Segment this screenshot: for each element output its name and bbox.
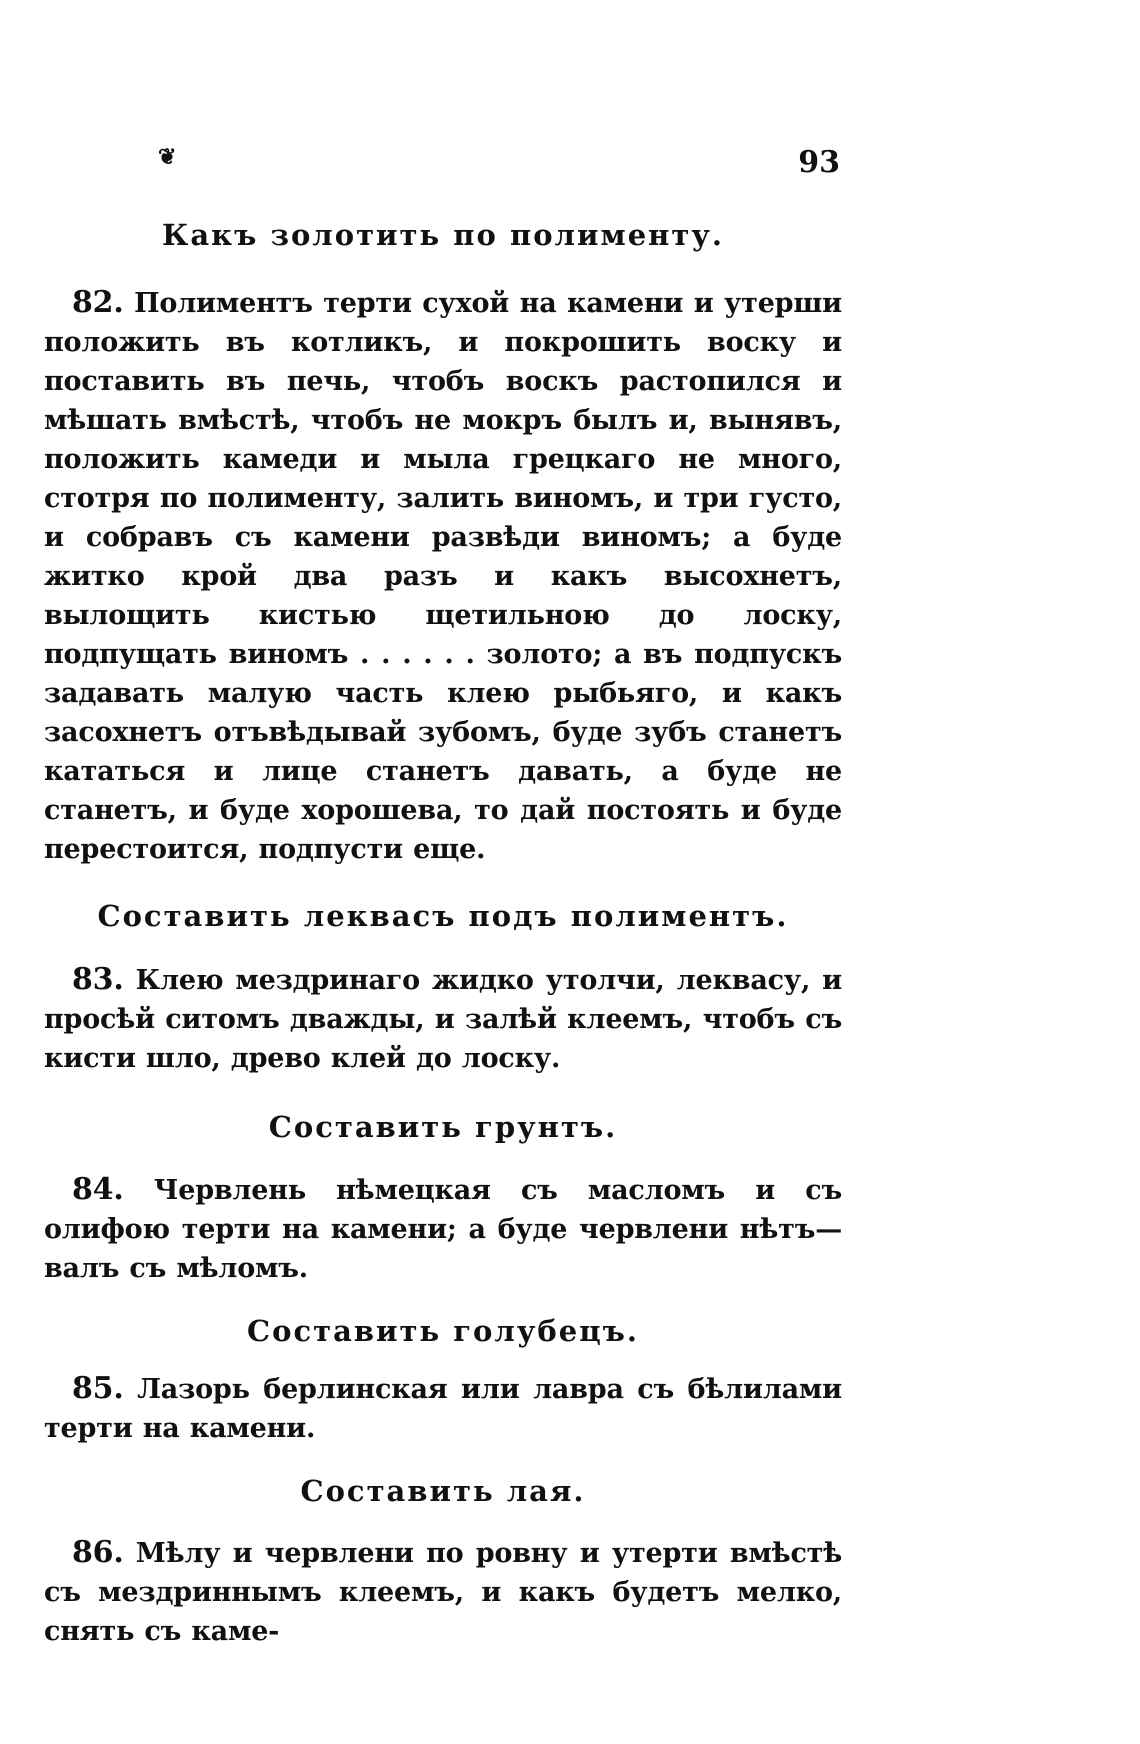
paragraph-number: 86. xyxy=(72,1534,124,1570)
section-paragraph xyxy=(44,1533,842,1651)
section-paragraph xyxy=(44,1170,842,1288)
paragraph-text: Клею мездринаго жидко утолчи, леквасу, и просѣй ситомъ дважды, и залѣй клеемъ, чтобъ съ кисти шло, древо клей до лоску. xyxy=(44,964,843,1074)
paragraph-text: Червлень нѣмецкая съ масломъ и съ олифою терти на камени; а буде червлени нѣтъ—валъ съ мѣломъ. xyxy=(44,1175,842,1285)
section-heading: Составить голубецъ. xyxy=(247,1314,639,1349)
section-heading: Какъ золотить по полименту. xyxy=(161,218,724,252)
paragraph-number: 82. xyxy=(72,284,124,320)
section-paragraph xyxy=(44,960,842,1078)
paragraph-text: Лазорь берлинская или лавра съ бѣлилами терти на камени. xyxy=(44,1374,842,1445)
page-number: 93 xyxy=(798,145,840,180)
fleuron-ornament-icon: ❦ xyxy=(158,144,177,170)
section-heading: Составить леквасъ подъ полиментъ. xyxy=(97,898,789,933)
section-heading: Составить грунтъ. xyxy=(268,1109,618,1144)
paragraph-number: 84. xyxy=(72,1172,124,1208)
section-paragraph xyxy=(44,283,842,869)
paragraph-text: Полиментъ терти сухой на камени и утерши положить въ котликъ, и покрошить воску и поставить въ печь, чтобъ воскъ растопился и мѣшать вмѣстѣ, чтобъ не мокръ былъ и, вынявъ, положить камеди и мыла грецкаго не много, стотря по полименту, залить виномъ, и три густо, и собравъ съ камени развѣди виномъ; а буде житко крой два разъ и какъ высохнетъ, вылощить кистью щетильною до лоску, подпущать виномъ . . . . . . золото; а въ подпускъ задавать малую часть клею рыбьяго, и какъ засохнетъ отъвѣдывай зубомъ, буде зубъ станетъ кататься и лице станетъ давать, а буде не станетъ, и буде хорошева, то дай постоять и буде перестоится, подпусти еще. xyxy=(44,287,842,865)
paragraph-number: 85. xyxy=(72,1371,124,1407)
section-paragraph xyxy=(44,1369,842,1448)
paragraph-number: 83. xyxy=(72,961,124,997)
section-heading: Составить лая. xyxy=(300,1474,586,1509)
page-body xyxy=(44,218,842,1651)
paragraph-text: Мѣлу и червлени по ровну и утерти вмѣстѣ съ мездриннымъ клеемъ, и какъ будетъ мелко, снять съ каме- xyxy=(44,1537,842,1647)
